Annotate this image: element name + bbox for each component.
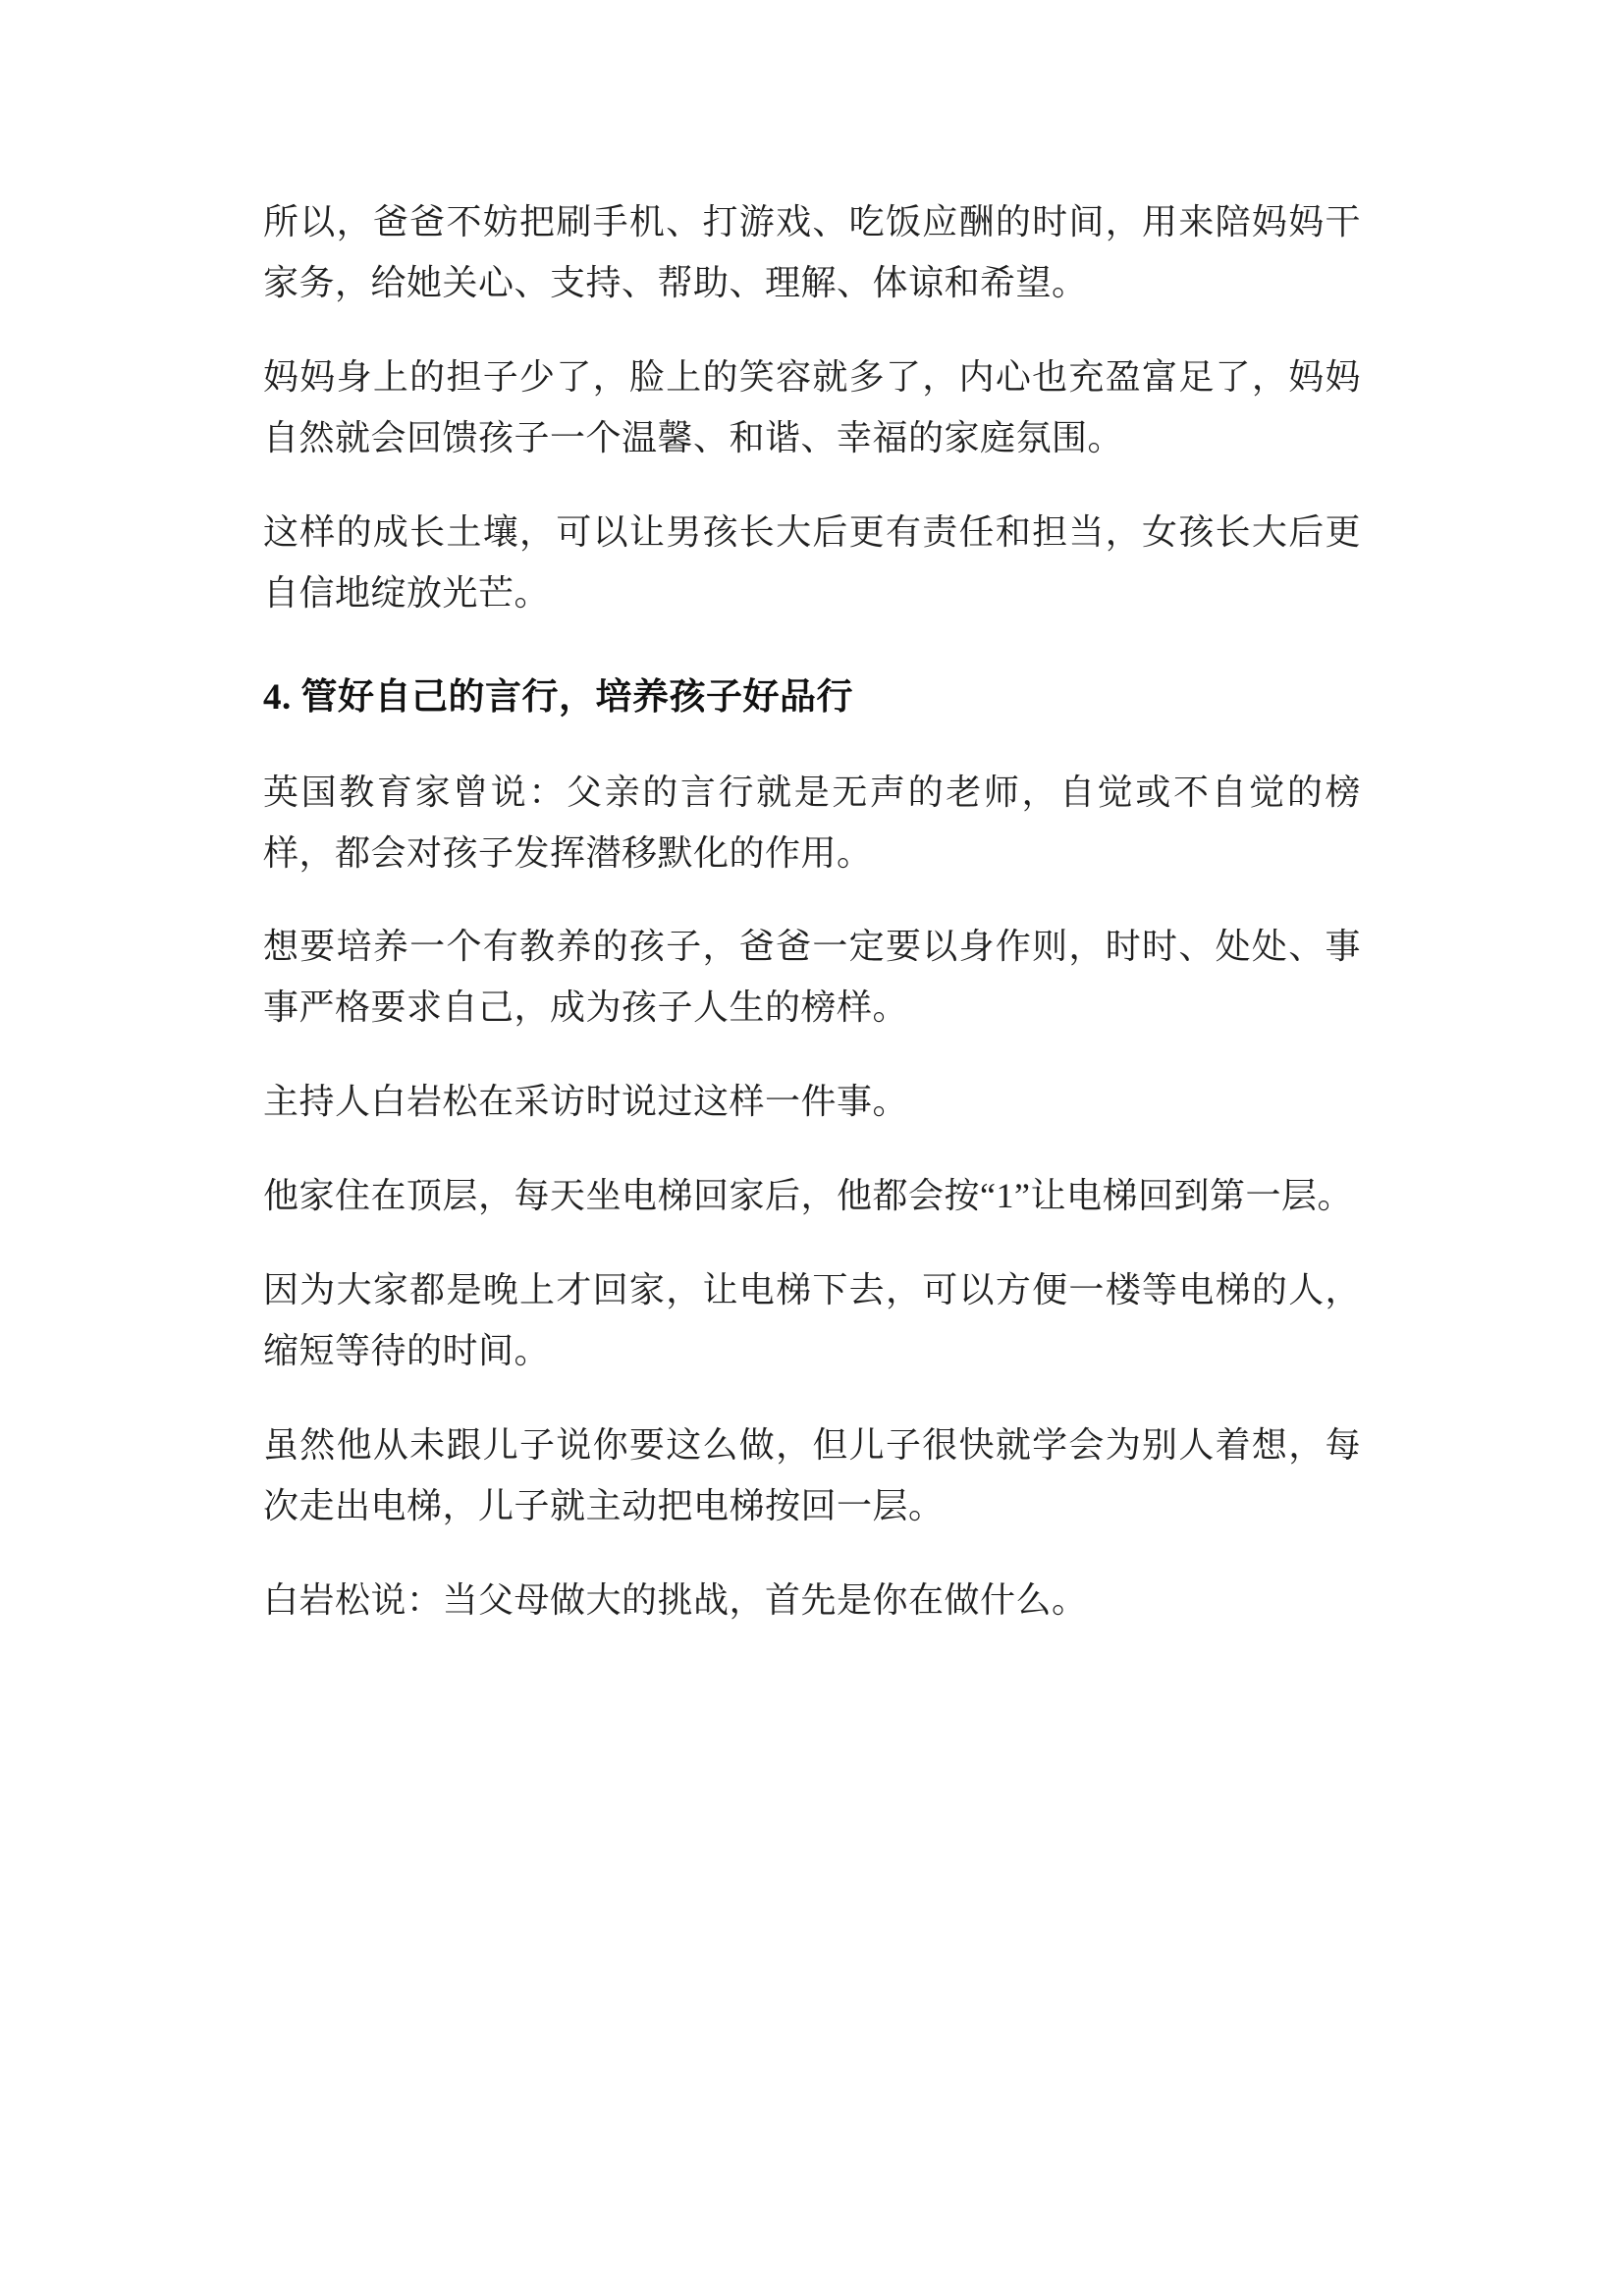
paragraph: 主持人白岩松在采访时说过这样一件事。 <box>263 1082 909 1122</box>
paragraph: 所以，爸爸不妨把刷手机、打游戏、吃饭应酬的时间，用来陪妈妈干家务，给她关心、支持、帮助、理解、体谅和希望。 <box>263 202 1361 302</box>
paragraph: 因为大家都是晚上才回家，让电梯下去，可以方便一楼等电梯的人，缩短等待的时间。 <box>263 1270 1361 1370</box>
section-heading: 4. 管好自己的言行，培养孩子好品行 <box>263 677 853 719</box>
paragraph: 妈妈身上的担子少了，脸上的笑容就多了，内心也充盈富足了，妈妈自然就会回馈孩子一个温馨、和谐、幸福的家庭氛围。 <box>263 356 1361 457</box>
paragraph: 英国教育家曾说：父亲的言行就是无声的老师，自觉或不自觉的榜样，都会对孩子发挥潜移默化的作用。 <box>263 772 1361 873</box>
paragraph: 这样的成长土壤，可以让男孩长大后更有责任和担当，女孩长大后更自信地绽放光芒。 <box>263 511 1361 613</box>
paragraph: 他家住在顶层，每天坐电梯回家后，他都会按“1”让电梯回到第一层。 <box>263 1176 1353 1216</box>
document-body <box>263 192 1361 1631</box>
paragraph: 虽然他从未跟儿子说你要这么做，但儿子很快就学会为别人着想，每次走出电梯，儿子就主动把电梯按回一层。 <box>263 1424 1361 1525</box>
paragraph: 想要培养一个有教养的孩子，爸爸一定要以身作则，时时、处处、事事严格要求自己，成为孩子人生的榜样。 <box>263 927 1361 1028</box>
paragraph: 白岩松说：当父母做大的挑战，首先是你在做什么。 <box>263 1579 1088 1620</box>
